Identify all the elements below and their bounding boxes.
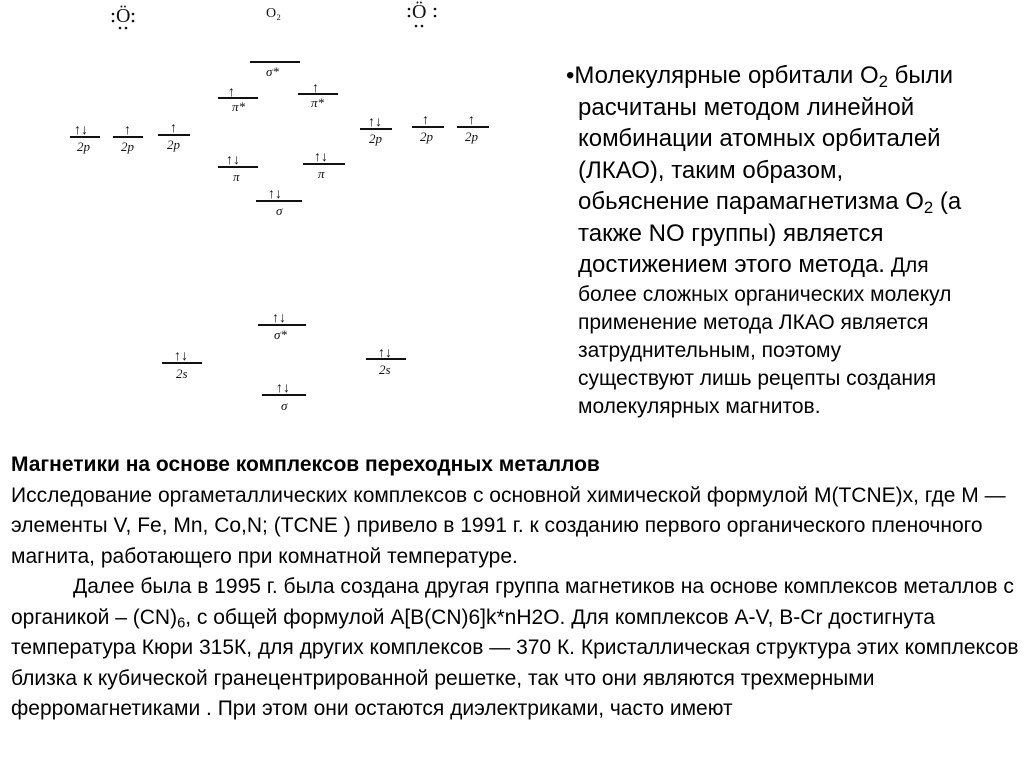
atomic-right-2p-3 (457, 113, 489, 144)
text-line: •Молекулярные орбитали $O_2$ были (566, 62, 954, 92)
svg-text:σ*: σ* (274, 327, 287, 342)
svg-text:2p: 2p (77, 139, 90, 154)
electron-arrows: ↑↓ (368, 115, 382, 130)
atomic-left-2s (162, 349, 202, 381)
svg-text:σ*: σ* (266, 64, 279, 79)
electron-arrows: ↑↓ (378, 346, 392, 361)
text-line: комбинации атомных орбиталей (578, 125, 941, 152)
orbital-sigma-2s (262, 381, 306, 413)
lcao-description (566, 60, 1024, 421)
svg-text:2p: 2p (121, 139, 134, 154)
text-line: применение метода ЛКАО является (578, 310, 929, 334)
text-line: расчитаны методом линейной (578, 93, 915, 121)
right-atom-symbol: Ö (412, 1, 427, 23)
text-line: молекулярных магнитов. (578, 394, 821, 418)
svg-text:2s: 2s (379, 362, 391, 377)
atomic-right-2p-2 (412, 113, 444, 144)
svg-text:2s: 2s (176, 366, 188, 381)
text-line: более сложных органических молекул (578, 282, 952, 306)
svg-text:σ: σ (281, 398, 288, 413)
svg-text:π: π (318, 166, 325, 181)
atomic-right-2p-1 (360, 115, 392, 146)
svg-text:π*: π* (311, 95, 325, 110)
orbital-sigma-2p (256, 187, 302, 218)
electron-arrows: ↑ (468, 113, 475, 128)
atomic-left-2p-1 (70, 123, 100, 154)
text-line: достижением этого метода. Для (578, 251, 929, 278)
orbital-pi-right (303, 150, 345, 181)
orbital-pi-star-right (298, 81, 338, 110)
electron-arrows: ↑↓ (74, 123, 88, 138)
paragraph-1: Исследование оргаметаллических комплексов с основной химической формулой М(TCNE)x, где М — элементы V, Fe, Mn, Co,N; (TCNE ) привело в 1991 г. к созданию первого органического пленочного магнита, работающего при комнатной температуре. (11, 483, 1006, 568)
atomic-left-2p-2 (113, 123, 143, 154)
svg-text:σ: σ (276, 203, 283, 218)
o2-mo-diagram (0, 0, 560, 430)
electron-arrows: ↑↓ (314, 150, 328, 165)
orbital-sigma-star-2s (258, 311, 306, 342)
svg-text:π: π (233, 169, 240, 184)
electron-arrows: ↑↓ (174, 349, 188, 364)
left-atom-symbol: Ö (116, 5, 131, 27)
molecule-symbol: O₂ (266, 6, 281, 21)
text-line: существуют лишь рецепты создания (578, 366, 937, 390)
text-line: обьяснение парамагнетизма $O_2$ (а (578, 188, 962, 218)
section-heading: Магнетики на основе комплексов переходных металлов (11, 453, 600, 476)
electron-arrows: ↑ (422, 113, 429, 128)
text-line: (ЛКАО), таким образом, (578, 156, 844, 184)
transition-metal-section (11, 450, 1021, 725)
electron-arrows: ↑↓ (226, 153, 240, 168)
text-line: затруднительным, поэтому (578, 338, 842, 362)
svg-text:2p: 2p (369, 131, 382, 146)
svg-text:2p: 2p (420, 129, 433, 144)
electron-arrows: ↑ (170, 121, 177, 136)
orbital-pi-star-left (218, 85, 258, 114)
svg-text:2p: 2p (167, 137, 180, 152)
electron-arrows: ↑↓ (272, 311, 286, 326)
orbital-sigma-star-2p (250, 62, 300, 79)
electron-arrows: ↑↓ (276, 381, 290, 396)
atomic-right-2s (366, 346, 406, 377)
orbital-pi-left (218, 153, 258, 184)
electron-arrows: ↑↓ (268, 187, 282, 202)
electron-arrows: ↑ (312, 81, 319, 96)
atomic-left-2p-3 (158, 121, 190, 152)
svg-text:2p: 2p (465, 129, 478, 144)
svg-text:π*: π* (232, 99, 246, 114)
electron-arrows: ↑ (124, 123, 131, 138)
electron-arrows: ↑ (228, 85, 235, 100)
paragraph-2: Далее была в 1995 г. была создана другая группа магнетиков на основе комплексов металлов с органикой – $(CN)_6$, с общей формулой A[B(CN)6]k*nH2O. Для комплексов A-V, B-Cr достигнута температура Кюри 315К, для других комплексов — 370 К. Кристаллическая структура этих комплексов близка к кубической гранецентрированной решетке, так что они являются трехмерными ферромагнетиками . При этом они остаются диэлектриками, часто имеют (11, 575, 1019, 720)
text-line: также NO группы) является (578, 219, 884, 247)
